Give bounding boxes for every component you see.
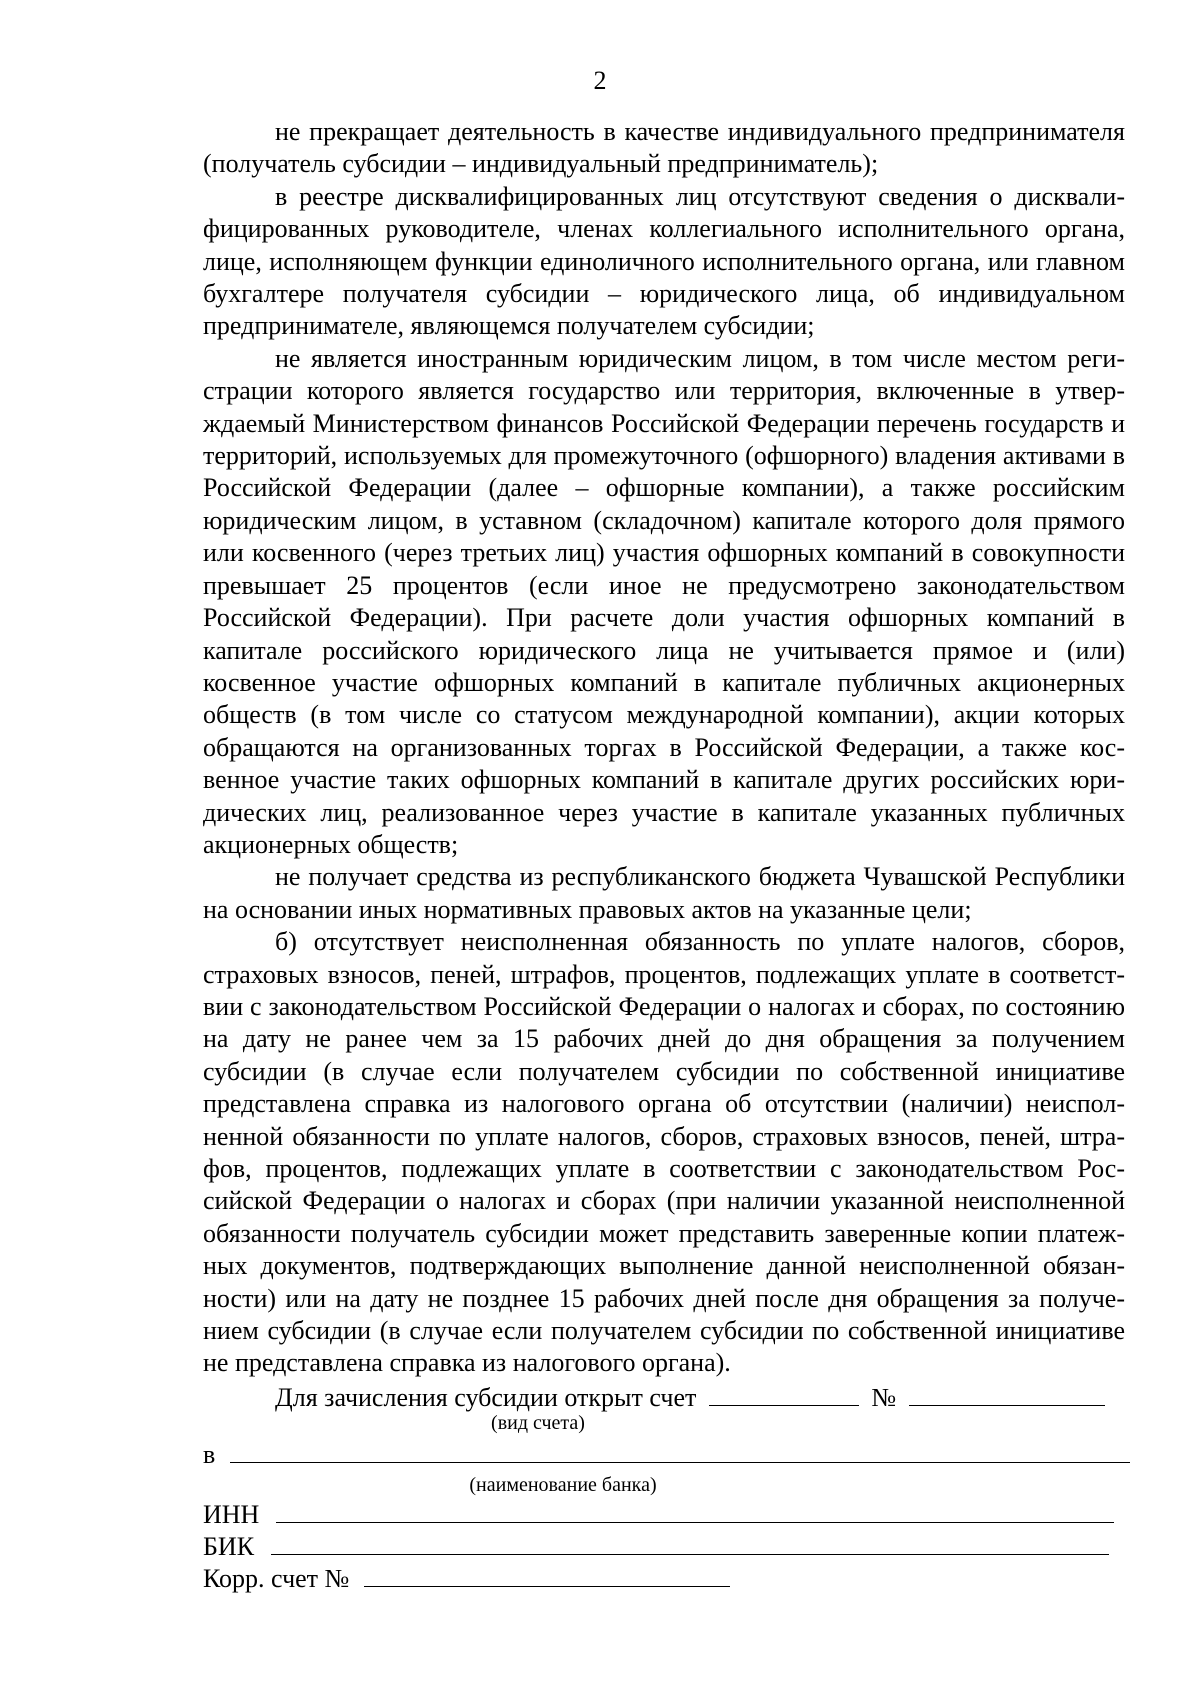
paragraph-offshore: не является иностранным юридическим лицом, в том числе местом регистрации которого является государство или территория, включенные в утверждаемый Министерством финансов Российской Федерации перечень государств и территорий, используемых для промежуточного (офшорного) владения активами в Российской Федерации (далее – офшорные компании), а также российским юридическим лицом, в уставном (складочном) капитале которого доля прямого или косвенного (через третьих лиц) участия офшорных компаний в совокупности превышает 25 процентов (если иное не предусмотрено законодательством Российской Федерации). При расчете доли участия офшорных компаний в капитале российского юридического лица не учитывается прямое и (или) косвенное участие офшорных компаний в капитале публичных акционерных обществ (в том числе со статусом международной компании), акции которых обращаются на организованных торгах в Российской Федерации, а также косвенное участие таких офшорных компаний в капитале других российских юридических лиц, реализованное через участие в капитале указанных публичных акционерных обществ;	[203, 343, 1125, 859]
bank-caption: (наименование банка)	[469, 1473, 657, 1496]
account-intro: Для зачисления субсидии открыт счет	[275, 1382, 697, 1412]
account-type-field[interactable]	[709, 1383, 859, 1406]
inn-field[interactable]	[276, 1500, 1114, 1523]
inn-label: ИНН	[203, 1499, 260, 1529]
bank-prefix: в	[203, 1439, 216, 1469]
account-type-caption: (вид счета)	[491, 1411, 585, 1434]
bik-field[interactable]	[271, 1532, 1109, 1555]
account-number-field[interactable]	[909, 1383, 1105, 1406]
paragraph-entrepreneur: не прекращает деятельность в качестве индивидуального предпринимателя (получатель субсидии – индивидуальный предприниматель);	[203, 117, 1125, 179]
paragraph-disqualified-registry: в реестре дисквалифицированных лиц отсутствуют сведения о дисквалифицированных руководителе, членах коллегиального исполнительного органа, лице, исполняющем функции единоличного исполнительного органа, или главном бухгалтере получателя субсидии – юридического лица, об индивидуальном предпринимателе, являющемся получателем субсидии;	[203, 181, 1125, 341]
paragraph-tax-obligations: б) отсутствует неисполненная обязанность по уплате налогов, сборов, страховых взносов, пеней, штрафов, процентов, подлежащих уплате в соответствии с законодательством Российской Федерации о налогах и сборах, по состоянию на дату не ранее чем за 15 рабочих дней до дня обращения за получением субсидии (в случае если получателем субсидии по собственной инициативе представлена справка из налогового органа об отсутствии (наличии) неисполненной обязанности по уплате налогов, сборов, страховых взносов, пеней, штрафов, процентов, подлежащих уплате в соответствии с законодательством Российской Федерации о налогах и сборах (при наличии указанной неисполненной обязанности получатель субсидии может представить заверенные копии платежных документов, подтверждающих выполнение данной неисполненной обязанности) или на дату не позднее 15 рабочих дней после дня обращения за получением субсидии (в случае если получателем субсидии по собственной инициативе не представлена справка из налогового органа).	[203, 927, 1125, 1378]
page-number: 2	[593, 66, 607, 95]
bik-row	[203, 1531, 1125, 1563]
account-row	[203, 1382, 1125, 1414]
bank-name-field[interactable]	[230, 1440, 1130, 1463]
corr-label: Корр. счет №	[203, 1563, 350, 1593]
document-body	[203, 116, 1125, 1595]
number-sign: №	[871, 1382, 897, 1412]
inn-row	[203, 1499, 1125, 1531]
corr-row	[203, 1563, 1125, 1595]
paragraph-budget-funds: не получает средства из республиканского бюджета Чувашской Республики на основании иных нормативных правовых актов на указанные цели;	[203, 862, 1125, 924]
bik-label: БИК	[203, 1531, 255, 1561]
corr-account-field[interactable]	[364, 1564, 730, 1587]
bank-row	[203, 1439, 1125, 1471]
